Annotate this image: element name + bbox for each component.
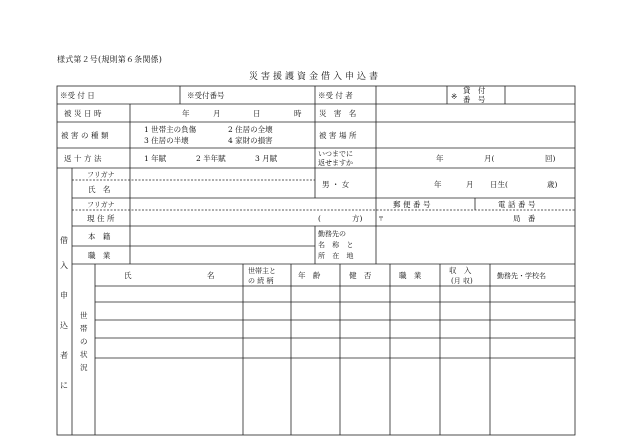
- reception-number-label: ※受付番号: [187, 91, 225, 100]
- birth-year: 年: [434, 180, 442, 189]
- domicile-label: 本 籍: [88, 232, 113, 241]
- repayment-deadline-count: 回): [545, 154, 556, 163]
- disaster-date-label: 被災日時: [64, 109, 104, 118]
- damage-type-4: 4 家財の損害: [228, 136, 273, 145]
- loan-number-label-2: 番 号: [463, 95, 488, 104]
- repayment-deadline-year: 年: [436, 154, 444, 163]
- workplace-label-3: 所 在 地: [318, 252, 356, 260]
- birth-month: 月: [466, 180, 474, 189]
- household-col-income-2: (月 収): [451, 277, 473, 285]
- disaster-year: 年: [182, 109, 190, 118]
- household-label-char-3: 状: [80, 350, 88, 359]
- applicant-label-char-5: に: [60, 381, 68, 390]
- workplace-label-1: 勤務先の: [318, 230, 346, 238]
- applicant-label-char-2: 申: [60, 291, 68, 300]
- workplace-label-2: 名 称 と: [318, 241, 356, 249]
- applicant-label-char-3: 込: [60, 321, 68, 330]
- household-col-relation-1: 世帯主と: [248, 267, 276, 275]
- loan-number-label-1: 貸 付: [463, 86, 488, 95]
- household-col-name-2: 名: [207, 271, 215, 280]
- form-title: 災害援護資金借入申込書: [248, 72, 381, 82]
- applicant-section-label: [60, 235, 68, 390]
- disaster-day: 日: [253, 109, 261, 118]
- household-label-char-1: 帯: [80, 324, 88, 333]
- repayment-deadline-label-1: いつまでに: [318, 150, 353, 158]
- repayment-deadline-label-2: 返せますか: [318, 159, 353, 167]
- receiver-label: ※受 付 者: [318, 91, 353, 100]
- household-col-name-1: 氏: [124, 271, 132, 280]
- occupation-label: 職 業: [88, 251, 113, 260]
- household-col-workplace: 勤務先・学校名: [497, 272, 546, 280]
- disaster-name-label: 災 害 名: [319, 109, 359, 118]
- form-labels: [60, 85, 557, 390]
- household-col-occupation: 職 業: [399, 271, 424, 280]
- household-col-relation-2: の 続 柄: [248, 277, 274, 285]
- postal-code-label: 郵便番号: [393, 200, 433, 209]
- repayment-method-label: 返十方法: [64, 154, 104, 163]
- repayment-option-3: 3 月賦: [255, 154, 278, 163]
- address-paren-open: (: [318, 214, 321, 223]
- applicant-label-char-4: 者: [60, 351, 68, 360]
- applicant-label-char-1: 入: [60, 261, 68, 270]
- household-col-age: 年 齢: [298, 271, 323, 280]
- household-label-char-2: の: [80, 337, 88, 346]
- repayment-option-1: 1 年賦: [144, 154, 167, 163]
- household-col-health: 健 否: [349, 271, 374, 280]
- form-outer-border: [57, 86, 575, 435]
- reception-date-label: ※受 付 日: [60, 91, 95, 100]
- current-address-label: 現住所: [87, 214, 117, 223]
- household-section-label: [80, 310, 88, 372]
- gender-label: 男 ・ 女: [322, 180, 350, 189]
- loan-number-mark: ※: [451, 92, 458, 101]
- form-grid-lines: [57, 86, 575, 435]
- furigana-label-2: フリガナ: [87, 201, 115, 209]
- damage-type-1: 1 世帯主の負傷: [144, 125, 197, 134]
- repayment-option-2: 2 半年賦: [196, 154, 226, 163]
- household-label-char-4: 況: [80, 363, 88, 372]
- disaster-hour: 時: [294, 109, 302, 118]
- repayment-deadline-month: 月(: [484, 154, 495, 163]
- birth-age: 歳): [547, 180, 558, 189]
- damage-type-2: 2 住居の全壊: [228, 125, 273, 134]
- exchange-label: 局 番: [513, 214, 538, 223]
- disaster-month: 月: [213, 109, 221, 118]
- applicant-name-label: 氏 名: [88, 185, 113, 194]
- birth-day: 日生(: [490, 180, 508, 189]
- postal-mark: 〒: [378, 216, 385, 223]
- furigana-label: フリガナ: [87, 171, 115, 179]
- phone-number-label: 電話番号: [498, 200, 538, 209]
- form-number: 様式第２号(規則第６条関係): [57, 55, 163, 64]
- household-col-income-1: 収 入: [449, 266, 474, 275]
- damage-location-label: 被害場所: [319, 131, 359, 140]
- applicant-label-char-0: 借: [60, 236, 68, 245]
- damage-type-3: 3 住居の半壊: [144, 136, 189, 145]
- address-paren-close: 方): [352, 214, 363, 223]
- damage-type-label: 被害の種類: [61, 131, 111, 140]
- household-label-char-0: 世: [80, 311, 88, 320]
